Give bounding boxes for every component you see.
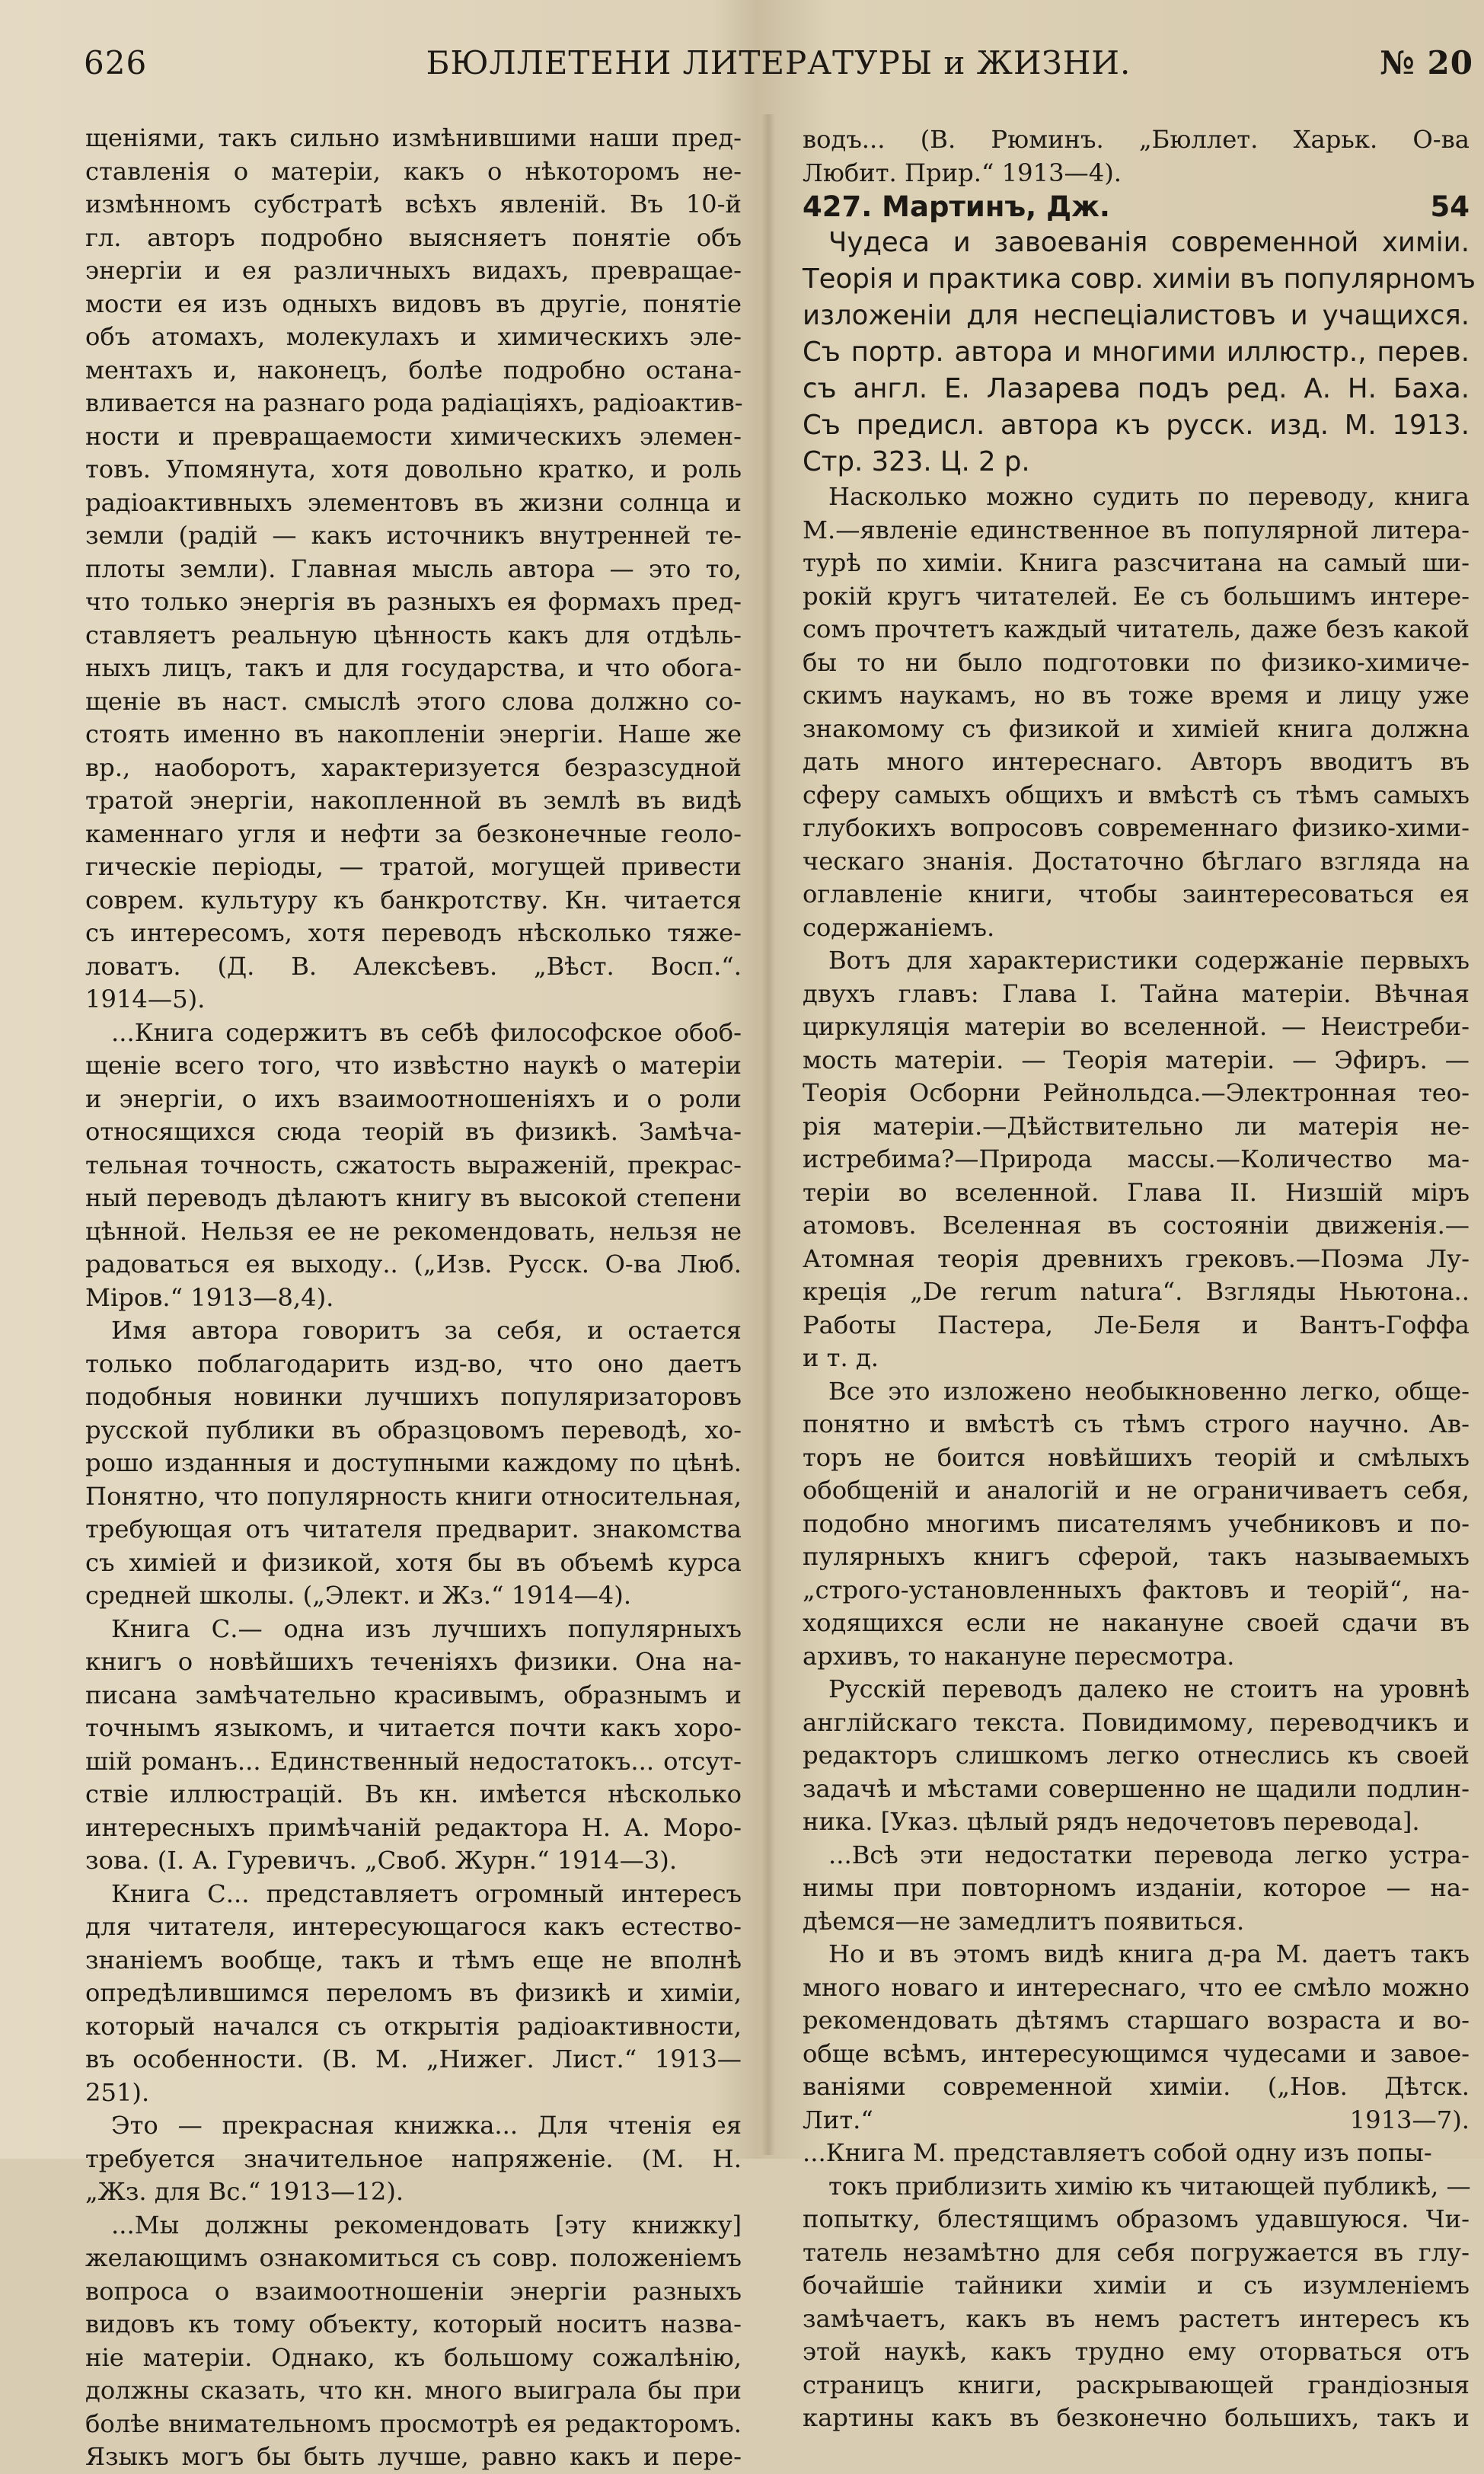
text-line: рокій кругъ читателей. Ее съ большимъ интере- <box>803 581 1470 611</box>
text-line: каменнаго угля и нефти за безконечные геоло- <box>85 819 742 848</box>
text-line: замѣчаетъ, какъ въ немъ растетъ интересъ къ <box>803 2303 1470 2333</box>
entry-reviews <box>803 480 1470 2435</box>
entry-description <box>803 225 1476 480</box>
text-line: тельная точность, сжатость выраженій, прекрас- <box>85 1150 742 1180</box>
text-line: Работы Пастера, Ле-Беля и Вантъ-Гоффа <box>803 1310 1470 1339</box>
text-line: интересныхъ примѣчаній редактора Н. А. Моро- <box>85 1812 742 1842</box>
text-line: много новаго и интереснаго, что ее смѣло можно <box>803 1972 1470 2002</box>
text-line: водъ... (В. Рюминъ. „Бюллет. Харьк. О-ва <box>803 125 1470 154</box>
text-line: ходящихся если не накануне своей сдачи въ <box>803 1608 1470 1637</box>
text-line: Вотъ для характеристики содержаніе первыхъ <box>828 946 1470 975</box>
text-line: Міров.“ 1913—8,4). <box>85 1282 334 1312</box>
journal-title: БЮЛЛЕТЕНИ ЛИТЕРАТУРЫ и ЖИЗНИ. <box>426 44 1131 81</box>
text-line: бы то ни было подготовки по физико-химиче- <box>803 647 1470 677</box>
text-line: радоваться ея выходу.. („Изв. Русск. О-ва Люб. <box>85 1250 742 1278</box>
text-line: Языкъ могъ бы быть лучше, равно какъ и пере- <box>85 2442 742 2471</box>
text-line: пулярныхъ книгъ сферой, такъ называемыхъ <box>803 1542 1470 1571</box>
text-line: глубокихъ вопросовъ современнаго физико-хими- <box>803 813 1470 842</box>
description-line: съ англ. Е. Лазарева подъ ред. А. Н. Баха. <box>803 373 1470 404</box>
text-line: Книга С... представляетъ огромный интересъ <box>111 1879 742 1908</box>
text-line: картины какъ въ безконечно большихъ, такъ и <box>803 2403 1470 2432</box>
text-line: знакомому съ физикой и химіей книга должна <box>803 713 1470 743</box>
text-line: истребима?—Природа массы.—Количество ма- <box>803 1144 1470 1173</box>
description-line: Съ предисл. автора къ русск. изд. М. 1913. <box>803 410 1470 441</box>
text-line: рошо изданныя и доступными каждому по цѣнѣ. <box>85 1448 742 1477</box>
text-line: средней школы. („Элект. и Жз.“ 1914—4). <box>85 1581 632 1610</box>
text-line: который начался съ открытія радіоактивности, <box>85 2011 742 2041</box>
text-line: вр., наоборотъ, характеризуется безразсудной <box>85 752 742 782</box>
text-line: Книга С.— одна изъ лучшихъ популярныхъ <box>111 1614 742 1643</box>
text-line: попытку, блестящимъ образомъ удавшуюся. Чи- <box>803 2204 1470 2233</box>
text-line: точнымъ языкомъ, и читается почти какъ хоро- <box>85 1713 742 1742</box>
text-line: ныхъ лицъ, такъ и для государства, и что обога- <box>85 653 742 682</box>
text-line: русской публики въ образцовомъ переводѣ, хо- <box>85 1415 742 1444</box>
text-line: гл. авторъ подробно выясняетъ понятіе объ <box>85 222 742 252</box>
text-line: тратой энергіи, накопленной въ землѣ въ видѣ <box>85 786 742 815</box>
text-line: объ атомахъ, молекулахъ и химическихъ эле- <box>85 322 742 351</box>
description-line: изложеніи для неспеціалистовъ и учащихся. <box>803 300 1470 331</box>
text-line: сомъ прочтетъ каждый читатель, даже безъ какой <box>803 615 1470 643</box>
text-line: Насколько можно судить по переводу, книга <box>828 482 1470 511</box>
text-line: книгъ о новѣйшихъ теченіяхъ физики. Она на- <box>85 1647 742 1676</box>
text-line: страницъ книги, раскрывающей грандіозныя <box>803 2370 1470 2399</box>
text-line: съ интересомъ, хотя переводъ нѣсколько тяже- <box>85 918 742 947</box>
text-line: ника. [Указ. цѣлый рядъ недочетовъ перевода]. <box>803 1807 1420 1836</box>
text-line: ...Книга М. представляетъ собой одну изъ попы- <box>803 2138 1432 2167</box>
text-line: турѣ по химіи. Книга разсчитана на самый ши- <box>803 548 1470 577</box>
text-line: только поблагодарить изд-во, что оно даетъ <box>85 1349 742 1378</box>
text-line: радіоактивныхъ элементовъ въ жизни солнца и <box>85 487 742 517</box>
column-gutter <box>761 114 775 2155</box>
text-line: подобныя новинки лучшихъ популяризаторовъ <box>85 1382 742 1411</box>
text-line: желающимъ ознакомиться съ совр. положеніемъ <box>85 2243 742 2272</box>
text-line: дѣемся—не замедлитъ появиться. <box>803 1906 1245 1936</box>
text-line: М.—явленіе единственное въ популярной литера- <box>803 515 1470 544</box>
text-line: атомовъ. Вселенная въ состояніи движенія.— <box>803 1211 1470 1240</box>
text-line: должны сказать, что кн. много выиграла бы при <box>85 2376 742 2405</box>
text-line: Лит.“ 1913—7). <box>803 2105 1470 2134</box>
text-line: гическіе періоды, — тратой, могущей привести <box>85 852 742 881</box>
text-line: и энергіи, о ихъ взаимоотношеніяхъ и о роли <box>85 1084 742 1113</box>
description-line: Стр. 323. Ц. 2 р. <box>803 446 1030 477</box>
text-line: Русскій переводъ далеко не стоитъ на уровнѣ <box>828 1674 1470 1703</box>
text-line: рекомендовать дѣтямъ старшаго возраста и во- <box>803 2006 1470 2035</box>
text-line: зова. (І. А. Гуревичъ. „Своб. Журн.“ 1914—3). <box>85 1846 678 1875</box>
description-line: Чудеса и завоеванія современной химіи. <box>828 227 1470 258</box>
text-line: Это — прекрасная книжка... Для чтенія ея <box>111 2111 742 2140</box>
text-line: содержаніемъ. <box>803 912 995 942</box>
text-line: Любит. Прир.“ 1913—4). <box>803 158 1122 187</box>
text-line: соврем. культуру къ банкротству. Кн. читается <box>85 885 742 915</box>
text-line: щеніе въ наст. смыслѣ этого слова должно со- <box>85 686 742 716</box>
text-line: вопроса о взаимоотношеніи энергіи разныхъ <box>85 2276 742 2306</box>
text-line: обобщеній и аналогій и не ограничиваетъ себя, <box>803 1476 1470 1505</box>
text-line: Имя автора говоритъ за себя, и остается <box>111 1316 742 1345</box>
text-line: ...Всѣ эти недостатки перевода легко устра- <box>828 1840 1470 1869</box>
text-line: этой наукѣ, какъ трудно ему оторваться отъ <box>803 2337 1470 2366</box>
text-line: Атомная теорія древнихъ грековъ.—Поэма Лу- <box>803 1243 1470 1273</box>
text-line: ности и превращаемости химическихъ элемен- <box>85 421 742 451</box>
text-line: измѣнномъ субстратѣ всѣхъ явленій. Въ 10-й <box>85 190 742 219</box>
text-line: торъ не боится новѣйшихъ теорій и смѣлыхъ <box>803 1442 1470 1472</box>
text-line: мость матеріи. — Теорія матеріи. — Эфиръ. — <box>803 1045 1470 1074</box>
text-line: Понятно, что популярность книги относительная, <box>85 1481 742 1511</box>
text-line: токъ приблизить химію къ читающей публикѣ, — <box>828 2171 1471 2201</box>
text-line: 251). <box>85 2077 150 2107</box>
text-line: мости ея изъ одныхъ видовъ въ другіе, понятіе <box>85 289 742 318</box>
text-line: оглавленіе книги, чтобы заинтересоваться ея <box>803 879 1470 908</box>
text-line: 1914—5). <box>85 985 206 1014</box>
text-line: требующая отъ читателя предварит. знакомства <box>85 1515 742 1543</box>
text-line: ловатъ. (Д. В. Алексѣевъ. „Вѣст. Восп.“. <box>85 951 742 981</box>
text-line: щеніе всего того, что извѣстно наукѣ о матеріи <box>85 1051 742 1080</box>
text-line: бочайшіе тайники химіи и съ изумленіемъ <box>803 2271 1470 2300</box>
text-line: въ особенности. (В. М. „Нижег. Лист.“ 1913— <box>85 2045 742 2073</box>
issue-number: № 20 <box>1380 44 1473 81</box>
text-line: ный переводъ дѣлаютъ книгу въ высокой степени <box>85 1183 742 1212</box>
text-line: нимы при повторномъ изданіи, которое — на- <box>803 1873 1470 1902</box>
text-line: ваніями современной химіи. („Нов. Дѣтск. <box>803 2072 1470 2101</box>
left-column <box>85 122 742 2474</box>
text-line: товъ. Упомянута, хотя довольно кратко, и роль <box>85 455 742 484</box>
text-line: двухъ главъ: Глава I. Тайна матеріи. Вѣчная <box>803 978 1470 1008</box>
text-line: земли (радій — какъ источникъ внутренней те- <box>85 521 742 550</box>
right-column <box>803 123 1476 2435</box>
text-line: теріи во вселенной. Глава II. Низшій міръ <box>803 1177 1470 1207</box>
text-line: ...Книга содержитъ въ себѣ философское обоб- <box>111 1017 742 1047</box>
text-line: Теорія Осборни Рейнольдса.—Электронная тео- <box>803 1078 1470 1107</box>
text-line: ческаго знанія. Достаточно бѣглаго взгляда на <box>803 846 1470 876</box>
text-line: дать много интереснаго. Авторъ вводитъ въ <box>803 747 1470 776</box>
text-line: понятно и вмѣстѣ съ тѣмъ строго научно. Ав- <box>803 1409 1470 1438</box>
text-line: вливается на разнаго рода радіаціяхъ, радіоактив- <box>85 388 743 417</box>
text-line: болѣе внимательномъ просмотрѣ ея редакторомъ. <box>85 2409 742 2438</box>
text-line: относящихся сюда теорій въ физикѣ. Замѣча- <box>85 1117 742 1146</box>
text-line: татель незамѣтно для себя погружается въ глу- <box>803 2237 1470 2267</box>
text-line: сферу самыхъ общихъ и вмѣстѣ съ тѣмъ самыхъ <box>803 780 1470 809</box>
text-line: Все это изложено необыкновенно легко, обще- <box>828 1376 1470 1406</box>
text-line: ствіе иллюстрацій. Въ кн. имѣется нѣсколько <box>85 1780 742 1808</box>
text-line: ментахъ и, наконецъ, болѣе подробно остана- <box>85 355 742 385</box>
text-line: англійскаго текста. Повидимому, переводчикъ и <box>803 1707 1470 1737</box>
text-line: „Жз. для Вс.“ 1913—12). <box>85 2177 404 2206</box>
text-line: ...Мы должны рекомендовать [эту книжку] <box>111 2210 742 2239</box>
text-line: ставляетъ реальную цѣнность какъ для отдѣль- <box>85 620 742 650</box>
text-line: требуется значительное напряженіе. (М. Н. <box>85 2144 742 2173</box>
text-line: архивъ, то накануне пересмотра. <box>803 1641 1235 1671</box>
text-line: рія матеріи.—Дѣйствительно ли матерія не- <box>803 1111 1470 1141</box>
text-line: ставленія о матеріи, какъ о нѣкоторомъ не- <box>85 156 742 186</box>
text-line: ніе матеріи. Однако, къ большому сожалѣнію, <box>85 2342 742 2372</box>
text-line: креція „De rerum natura“. Взгляды Ньютона.. <box>803 1277 1470 1306</box>
running-header <box>84 44 1473 90</box>
text-line: циркуляція матеріи во вселенной. — Неистреби- <box>803 1012 1470 1041</box>
text-line: опредѣлившимся переломъ въ физикѣ и химіи, <box>85 1978 742 2007</box>
text-line: скимъ наукамъ, но въ тоже время и лицу уже <box>803 681 1470 710</box>
text-line: знаніемъ вообще, такъ и тѣмъ еще не вполнѣ <box>85 1945 742 1974</box>
text-line: и т. д. <box>803 1343 879 1372</box>
continued-review <box>803 123 1470 190</box>
text-line: задачѣ и мѣстами совершенно не щадили подлин- <box>803 1773 1470 1803</box>
text-line: плоты земли). Главная мысль автора — это то, <box>85 554 742 583</box>
text-line: для читателя, интересующагося какъ естество- <box>85 1912 742 1941</box>
text-line: что только энергія въ разныхъ ея формахъ пред- <box>85 587 742 616</box>
page-number: 626 <box>84 44 148 81</box>
text-line: стоять именно въ накопленіи энергіи. Наше же <box>85 720 742 749</box>
text-line: писана замѣчательно красивымъ, образнымъ и <box>85 1680 742 1709</box>
text-line: щеніями, такъ сильно измѣнившими наши пред- <box>85 123 742 152</box>
text-line: Но и въ этомъ видѣ книга д-ра М. даетъ такъ <box>828 1939 1470 1968</box>
entry-number-author: 427. Мартинъ, Дж. <box>803 190 1110 223</box>
text-line: съ химіей и физикой, хотя бы въ объемѣ курса <box>85 1547 742 1577</box>
description-line: Теорія и практика совр. химіи въ популярномъ <box>803 263 1476 295</box>
text-line: редакторъ слишкомъ легко отнеслись къ своей <box>803 1741 1470 1770</box>
text-line: подобно многимъ писателямъ учебниковъ и по- <box>803 1508 1470 1538</box>
text-line: шій романъ... Единственный недостатокъ... отсут- <box>85 1746 742 1776</box>
text-line: цѣнной. Нельзя ее не рекомендовать, нельзя не <box>85 1216 742 1246</box>
entry-heading <box>803 190 1470 225</box>
text-line: обще всѣмъ, интересующимся чудесами и завое- <box>803 2038 1470 2068</box>
text-line: энергіи и ея различныхъ видахъ, превращае- <box>85 256 742 285</box>
entry-code: 54 <box>1430 190 1470 223</box>
text-line: видовъ къ тому объекту, который носитъ назва- <box>85 2310 742 2338</box>
text-line: „строго-установленныхъ фактовъ и теорій“, на- <box>803 1575 1470 1604</box>
description-line: Съ портр. автора и многими иллюстр., перев. <box>803 337 1470 368</box>
